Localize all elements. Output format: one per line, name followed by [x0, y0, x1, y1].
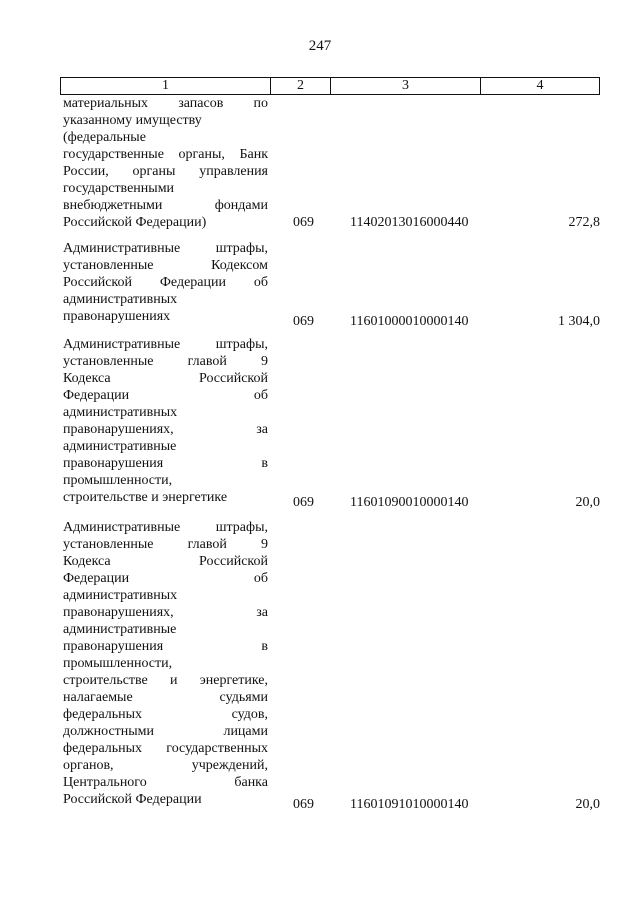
description-line: Российской Федерации) — [63, 215, 207, 230]
admin-code: 069 — [293, 797, 314, 812]
description-line: органов, учреждений, — [63, 758, 268, 773]
amount-value: 1 304,0 — [558, 314, 600, 329]
description-line: Административные штрафы, — [63, 520, 268, 535]
column-header-4: 4 — [536, 78, 544, 93]
description-line: правонарушениях — [63, 309, 171, 324]
description-line: должностными лицами — [63, 724, 268, 739]
description-line: Административные штрафы, — [63, 337, 268, 352]
row-description — [63, 240, 268, 325]
column-header-2: 2 — [271, 78, 331, 94]
description-line: Федерации об — [63, 388, 268, 403]
description-line: Кодекса Российской — [63, 371, 268, 386]
kbk-code: 11601000010000140 — [350, 314, 469, 329]
description-line: указанному имуществу — [63, 113, 202, 128]
row-description — [63, 519, 268, 808]
description-line: Российской Федерации об — [63, 275, 268, 290]
description-line: правонарушения в — [63, 456, 268, 471]
row-description — [63, 336, 268, 506]
description-line: правонарушениях, за — [63, 605, 268, 620]
description-line: государственные органы, Банк — [63, 147, 268, 162]
amount-value: 20,0 — [575, 495, 600, 510]
description-line: установленные Кодексом — [63, 258, 268, 273]
description-line: установленные главой 9 — [63, 354, 268, 369]
description-line: промышленности, — [63, 473, 173, 488]
description-line: административных — [63, 588, 178, 603]
column-header-1: 1 — [61, 78, 271, 94]
admin-code: 069 — [293, 495, 314, 510]
description-line: Федерации об — [63, 571, 268, 586]
description-line: установленные главой 9 — [63, 537, 268, 552]
description-line: Центрального банка — [63, 775, 268, 790]
description-line: строительстве и энергетике, — [63, 673, 268, 688]
admin-code: 069 — [293, 215, 314, 230]
description-line: промышленности, — [63, 656, 173, 671]
description-line: государственными — [63, 181, 175, 196]
description-line: административные — [63, 439, 177, 454]
description-line: Административные штрафы, — [63, 241, 268, 256]
kbk-code: 11601090010000140 — [350, 495, 469, 510]
amount-value: 272,8 — [568, 215, 600, 230]
kbk-code: 11601091010000140 — [350, 797, 469, 812]
row-description — [63, 95, 268, 231]
description-line: федеральных государственных — [63, 741, 268, 756]
description-line: (федеральные — [63, 130, 146, 145]
description-line: строительстве и энергетике — [63, 490, 228, 505]
admin-code: 069 — [293, 314, 314, 329]
kbk-code: 11402013016000440 — [350, 215, 469, 230]
description-line: административные — [63, 622, 177, 637]
amount-value: 20,0 — [575, 797, 600, 812]
description-line: федеральных судов, — [63, 707, 268, 722]
page-number: 247 — [308, 38, 332, 54]
description-line: Российской Федерации — [63, 792, 202, 807]
table-column-header — [60, 77, 600, 95]
description-line: правонарушения в — [63, 639, 268, 654]
description-line: правонарушениях, за — [63, 422, 268, 437]
description-line: налагаемые судьями — [63, 690, 268, 705]
description-line: Кодекса Российской — [63, 554, 268, 569]
description-line: внебюджетными фондами — [63, 198, 268, 213]
description-line: административных — [63, 405, 178, 420]
description-line: России, органы управления — [63, 164, 268, 179]
description-line: материальных запасов по — [63, 96, 268, 111]
column-header-3: 3 — [331, 78, 481, 94]
description-line: административных — [63, 292, 178, 307]
